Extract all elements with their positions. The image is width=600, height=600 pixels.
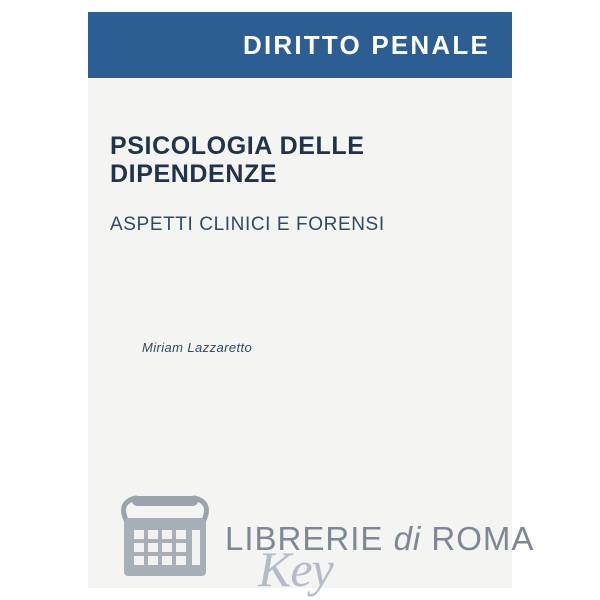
book-author: Miriam Lazzaretto bbox=[142, 340, 253, 355]
watermark-brand-main: LIBRERIE bbox=[225, 520, 384, 557]
series-band bbox=[88, 12, 512, 78]
book-title: PSICOLOGIA DELLE DIPENDENZE bbox=[110, 132, 365, 188]
book-cover bbox=[88, 12, 512, 588]
watermark-brand-connector: di bbox=[393, 520, 422, 557]
book-subtitle: ASPETTI CLINICI E FORENSI bbox=[110, 214, 385, 235]
cover-body bbox=[88, 78, 512, 588]
title-block bbox=[110, 133, 496, 236]
watermark-brand-sub: Key bbox=[258, 541, 333, 597]
watermark-brand-city: ROMA bbox=[431, 520, 535, 557]
series-title: DIRITTO PENALE bbox=[242, 29, 490, 60]
